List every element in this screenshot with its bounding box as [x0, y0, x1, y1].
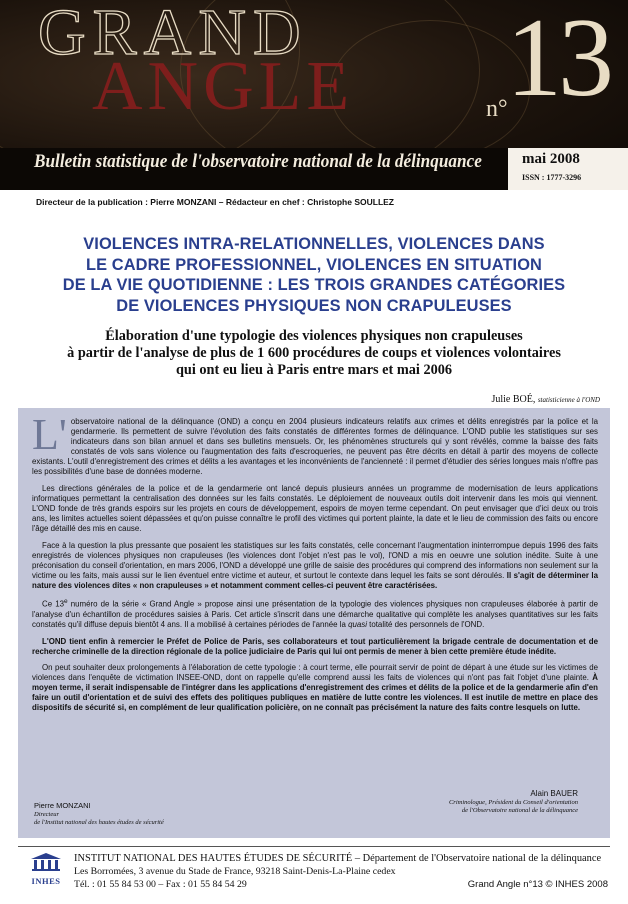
institute-name: INSTITUT NATIONAL DES HAUTES ÉTUDES DE SÉCURITÉ – Département de l'Observatoire national de la délinquance: [74, 853, 602, 864]
signatory-role: de l'Observatoire national de la délinquance: [461, 807, 578, 814]
paragraph-emphasis: À moyen terme, il serait indispensable de l'intégrer dans les applications d'enregistrement des crimes et délits de la police et de la gendarmerie afin d'en faire un outil d'orientation et de suivi des effets des politiques publiques en matière de lutte contre les violences. Il est inutile de mettre en place des dispositifs de sécurité si, en complément de leur qualification policière, on ne connaît pas précisément la nature des faits contre lesquels on lutte.: [32, 673, 598, 713]
brand-angle: ANGLE: [92, 48, 355, 125]
publication-credits: Directeur de la publication : Pierre MONZANI – Rédacteur en chef : Christophe SOULLEZ: [36, 197, 395, 207]
inhes-logo: [24, 853, 68, 886]
issue-prefix: n°: [486, 96, 508, 122]
issn: ISSN : 1777-3296: [522, 173, 582, 182]
editorial-paragraph: [32, 597, 598, 630]
issue-number: 13: [506, 0, 610, 120]
date-box: [508, 148, 628, 190]
author-role: statisticienne à l'OND: [537, 396, 600, 404]
bulletin-subtitle: Bulletin statistique de l'observatoire national de la délinquance: [34, 152, 482, 172]
signatory-role: Criminologue, Président du Conseil d'orientation: [448, 799, 578, 806]
editorial-text: [32, 410, 598, 720]
headline-line: DE VIOLENCES PHYSIQUES NON CRAPULEUSES: [116, 296, 512, 315]
paragraph-text: On peut souhaiter deux prolongements à l'élaboration de cette typologie : à court terme, elle pourrait servir de point de départ à une étude sur les victimes de violences dans l'enquête de victimation INSEE-OND, dont on rappelle qu'elle comprend aussi les faits de violences qui n'ont pas fait l'objet d'une plainte.: [32, 663, 598, 683]
paragraph-emphasis: Il s'agit de déterminer la nature des violences dites « non crapuleuses » et notamment comment celles-ci peuvent être caractérisées.: [32, 570, 598, 590]
ordinal-suffix: e: [63, 598, 68, 606]
issue-date: mai 2008: [522, 151, 580, 167]
signature-left: [34, 801, 164, 827]
footer-divider: [18, 846, 610, 847]
author-byline: [491, 394, 600, 405]
author-name: Julie BOÉ,: [491, 394, 536, 405]
institute-address: Les Borromées, 3 avenue du Stade de France, 93218 Saint-Denis-La-Plaine cedex: [74, 866, 396, 877]
signature-right: [449, 789, 578, 815]
editorial-paragraph: [32, 541, 598, 591]
headline-line: VIOLENCES INTRA-RELATIONNELLES, VIOLENCES DANS: [83, 235, 545, 253]
signatory-name: Alain BAUER: [530, 789, 578, 798]
signatory-role: de l'Institut national des hautes études de sécurité: [34, 819, 164, 826]
article-subheadline: [20, 328, 608, 379]
subheadline-line: à partir de l'analyse de plus de 1 600 procédures de coups et violences volontaires: [67, 345, 561, 361]
editorial-paragraph: [32, 484, 598, 534]
footer-issue: Grand Angle n°13 © INHES 2008: [467, 879, 608, 890]
institute-contact: Tél. : 01 55 84 53 00 – Fax : 01 55 84 54 29: [74, 879, 247, 890]
paragraph-text: Ce 13: [42, 599, 64, 609]
masthead-banner: [0, 0, 628, 190]
article-headline: [20, 234, 608, 316]
paragraph-text: Les directions générales de la police et de la gendarmerie ont lancé depuis plusieurs années un programme de modernisation de leurs applications informatiques permettant la centralisation des données sur les faits constatés. Le déploiement de nouveaux outils doit intervenir dans les mois qui viennent. L'OND fonde de très grands espoirs sur les projets en cours de développement, espoirs de moyen terme cependant. On peut envisager que d'ici deux ou trois ans, les limites actuelles soient dépassées et qu'on puisse connaître le profil des victimes qui portent plainte, la date et le lieu de commission des faits ou encore l'âge détaillé des mis en cause.: [32, 483, 598, 533]
paragraph-text: observatoire national de la délinquance (OND) a conçu en 2004 plusieurs indicateurs relatifs aux crimes et délits enregistrés par la police et la gendarmerie. Ils permettent de suivre l'évolution des faits constatés de différentes formes de délinquance. L'OND publie les statistiques sur ses indicateurs dans son bilan annuel et dans ses bulletins mensuels. Or, les phénomènes structurels qui y sont révélés, comme la baisse des faits constatés de vols sans violence ou l'augmentation des faits d'escroqueries, ne peuvent pas être décrits en détail à partir des moyens de collecte existants. L'outil d'enregistrement des crimes et délits a les avantages et les inconvénients de l'ancienneté : il permet d'étudier des séries longues mais n'offre pas les possibilités d'une base de données moderne.: [32, 417, 598, 477]
subheadline-line: qui ont eu lieu à Paris entre mars et mai 2006: [175, 362, 453, 378]
signatory-name: Pierre MONZANI: [34, 801, 91, 810]
brand-grand: GRAND: [38, 0, 308, 69]
editorial-paragraph: [32, 410, 598, 477]
map-decoration: [330, 20, 530, 160]
paragraph-text: numéro de la série « Grand Angle » propose ainsi une présentation de la typologie des violences physiques non crapuleuses élaborée à partir de l'analyse d'un échantillon de procédures saisies à Paris. Cet article s'inscrit dans une démarche qualitative qui complète les analyses quantitatives sur les faits constatés qu'il diffuse depuis bientôt 4 ans. Il a mobilisé à certaines périodes de l'année la: [32, 599, 598, 629]
signatory-role: Directeur: [34, 811, 60, 818]
headline-line: LE CADRE PROFESSIONNEL, VIOLENCES EN SITUATION: [86, 255, 542, 274]
paragraph-text: totalité des personnels de l'OND.: [369, 619, 485, 629]
paragraph-emphasis: L'OND tient enfin à remercier le Préfet de Police de Paris, ses collaborateurs et tout particulièrement la brigade centrale de documentation et de recherche criminelle de la direction régionale de la police judiciaire de Paris qui lui ont permis de mener à bien cette première étude inédite.: [32, 636, 598, 656]
editorial-paragraph: [32, 663, 598, 713]
drop-cap: L': [32, 410, 67, 459]
subheadline-line: Élaboration d'une typologie des violences physiques non crapuleuses: [105, 328, 523, 344]
logo-text: INHES: [31, 876, 61, 886]
editorial-paragraph: [32, 637, 598, 657]
paragraph-italic: quasi: [348, 619, 367, 629]
paragraph-text: Face à la question la plus pressante que posaient les statistiques sur les faits constatés, celle concernant l'augmentation ininterrompue depuis 1996 des faits enregistrés de violences physiques non crapuleuses (les violences dont l'objet n'est pas le vol), l'OND a mis en oeuvre une solution inédite. Suite à une préconisation du conseil d'orientation, en mars 2006, l'OND a développé une grille de saisie des procédures qui comprend des informations non seulement sur la victime ou les faits, mais aussi sur le lien éventuel entre victime et auteur, et surtout le contexte dans lequel les faits se sont déroulés.: [32, 540, 598, 580]
headline-line: DE LA VIE QUOTIDIENNE : LES TROIS GRANDES CATÉGORIES: [62, 276, 566, 294]
columns-icon: [31, 853, 61, 871]
